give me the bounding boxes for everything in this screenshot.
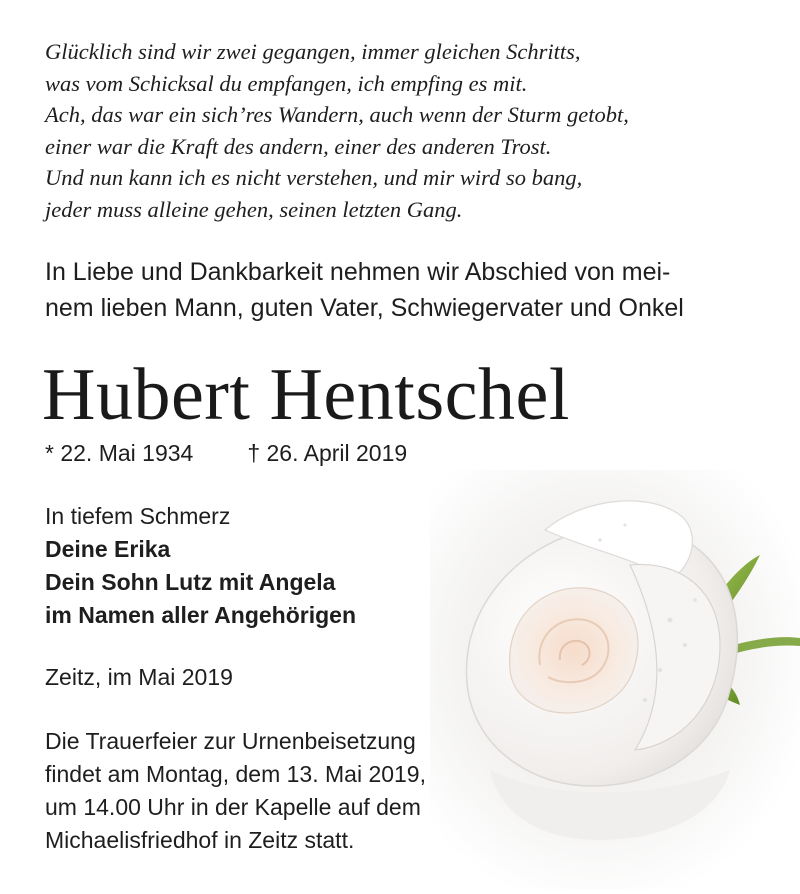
death-date: † 26. April 2019 (247, 440, 408, 466)
ceremony-line: findet am Montag, dem 13. Mai 2019, (45, 761, 426, 787)
mourners-block (45, 500, 356, 632)
ceremony-line: Michaelisfriedhof in Zeitz statt. (45, 827, 355, 853)
intro-line: nem lieben Mann, guten Vater, Schwiegervater und Onkel (45, 294, 684, 322)
mourners-intro: In tiefem Schmerz (45, 503, 231, 529)
place-date: Zeitz, im Mai 2019 (45, 664, 233, 690)
ceremony-line: um 14.00 Uhr in der Kapelle auf dem (45, 794, 421, 820)
white-rose-icon (430, 470, 800, 889)
poem (45, 36, 765, 225)
poem-line: was vom Schicksal du empfangen, ich empfing es mit. (45, 70, 528, 96)
birth-date: * 22. Mai 1934 (45, 440, 194, 466)
intro-line: In Liebe und Dankbarkeit nehmen wir Abschied von mei- (45, 258, 671, 286)
poem-line: Und nun kann ich es nicht verstehen, und mir wird so bang, (45, 165, 583, 190)
white-rose-image (430, 470, 800, 889)
mourner-name: im Namen aller Angehörigen (45, 602, 356, 628)
deceased-name: Hubert Hentschel (42, 354, 570, 436)
poem-line: Ach, das war ein sich’res Wandern, auch wenn der Sturm getobt, (45, 102, 629, 127)
farewell-intro (45, 254, 765, 326)
poem-line: einer war die Kraft des andern, einer des anderen Trost. (45, 133, 552, 159)
mourner-name: Deine Erika (45, 536, 171, 562)
mourner-name: Dein Sohn Lutz mit Angela (45, 569, 336, 595)
poem-line: jeder muss alleine gehen, seinen letzten Gang. (45, 196, 463, 222)
poem-line: Glücklich sind wir zwei gegangen, immer gleichen Schritts, (45, 39, 581, 64)
life-dates (45, 438, 407, 468)
ceremony-line: Die Trauerfeier zur Urnenbeisetzung (45, 728, 416, 754)
ceremony-info (45, 725, 426, 857)
